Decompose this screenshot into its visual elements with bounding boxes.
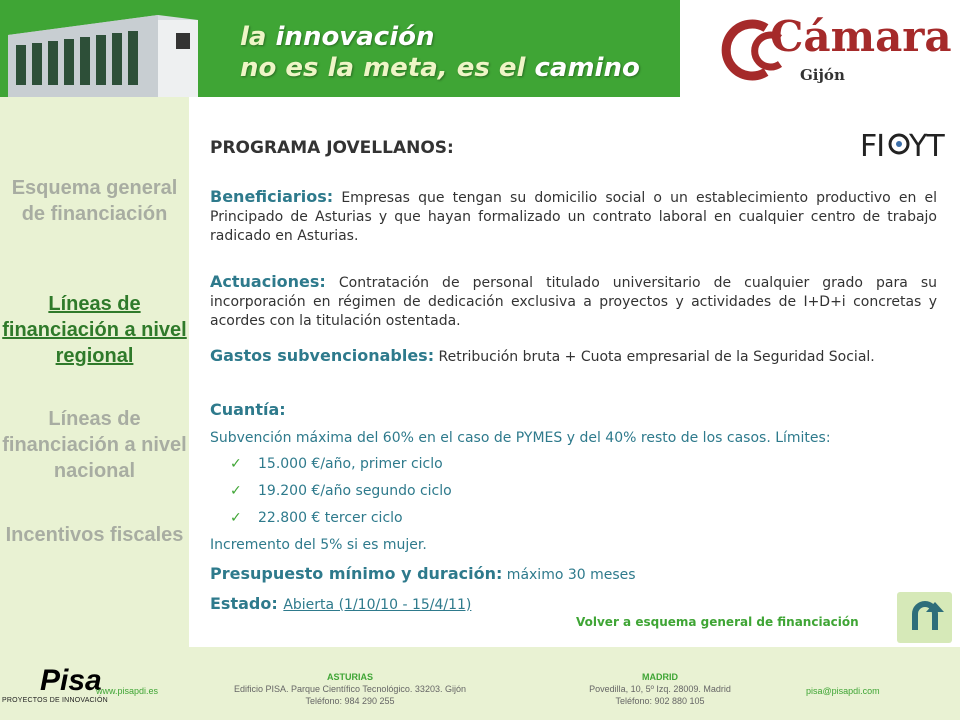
footer-asturias-title: ASTURIAS — [326, 672, 373, 682]
footer-asturias — [200, 671, 500, 707]
return-arrow-icon — [897, 592, 952, 643]
presupuesto-line — [210, 564, 636, 583]
pisa-logo-wordmark: Pisa — [40, 664, 102, 697]
presupuesto-text: máximo 30 meses — [502, 567, 636, 583]
back-to-esquema-link[interactable]: Volver a esquema general de financiación — [576, 615, 859, 629]
slogan-line1-a: la — [240, 22, 276, 52]
sidebar-item-regional[interactable]: Líneas de financiación a nivel regional — [2, 293, 187, 367]
sidebar-item-esquema[interactable]: Esquema general de financiación — [11, 177, 178, 225]
footer-madrid-address: Povedilla, 10, 5º Izq. 28009. Madrid — [589, 684, 731, 694]
footer-web-link[interactable]: www.pisapdi.es — [96, 686, 159, 696]
actuaciones-text: Contratación de personal titulado universitario de cualquier grado para su incorporación en régimen de dedicación exclusiva a proyectos y actividades de I+D+i concretas y acordes con la titulación ostentada. — [210, 275, 937, 329]
gastos-text: Retribución bruta + Cuota empresarial de la Seguridad Social. — [434, 349, 875, 365]
camara-city: Gijón — [800, 66, 845, 84]
actuaciones-label: Actuaciones: — [210, 272, 326, 291]
check-icon: ✓ — [230, 510, 242, 526]
footer-madrid-title: MADRID — [642, 672, 678, 682]
svg-text:FI: FI — [860, 129, 885, 164]
presupuesto-label: Presupuesto mínimo y duración: — [210, 564, 503, 583]
estado-line — [210, 594, 471, 613]
subvencion-text: Subvención máxima del 60% en el caso de PYMES y del 40% resto de los casos. Límites: — [210, 430, 831, 446]
footer-asturias-phone: Teléfono: 984 290 255 — [305, 696, 395, 706]
gastos-paragraph — [210, 346, 937, 367]
gastos-label: Gastos subvencionables: — [210, 346, 435, 365]
ficyt-logo-icon — [858, 124, 944, 164]
actuaciones-paragraph — [210, 272, 937, 331]
check-icon: ✓ — [230, 456, 242, 472]
pisa-logo-subtitle: PROYECTOS DE INNOVACIÓN — [2, 697, 108, 704]
cuantia-label: Cuantía: — [210, 400, 286, 419]
slogan-line1-b: innovación — [275, 22, 435, 52]
camara-wordmark: Cámara — [770, 12, 952, 61]
bullet-text: 15.000 €/año, primer ciclo — [258, 456, 443, 472]
slogan — [240, 22, 640, 84]
footer-madrid — [560, 671, 760, 707]
sidebar-item-incentivos[interactable]: Incentivos fiscales — [5, 524, 184, 546]
beneficiarios-label: Beneficiarios: — [210, 187, 334, 206]
estado-link[interactable]: Abierta (1/10/10 - 15/4/11) — [283, 597, 472, 613]
slogan-line2-a: no es la meta, es el — [240, 53, 535, 83]
list-item — [230, 456, 443, 472]
page-title: PROGRAMA JOVELLANOS: — [210, 138, 454, 158]
page-header — [0, 0, 960, 97]
sidebar-item-nacional[interactable]: Líneas de financiación a nivel nacional — [2, 408, 187, 482]
svg-text:YT: YT — [909, 129, 944, 164]
bullet-text: 22.800 € tercer ciclo — [258, 510, 403, 526]
back-button[interactable] — [897, 592, 952, 643]
beneficiarios-paragraph — [210, 187, 937, 246]
beneficiarios-text: Empresas que tengan su domicilio social o un establecimiento productivo en el Principado de Asturias y que hayan formalizado un contrato laboral en cualquier centro de trabajo radicado en Asturias. — [210, 190, 937, 244]
check-icon: ✓ — [230, 483, 242, 499]
slogan-line2-b: camino — [534, 53, 640, 83]
list-item — [230, 483, 452, 499]
header-banner — [0, 0, 680, 97]
list-item — [230, 510, 403, 526]
estado-label: Estado: — [210, 594, 278, 613]
bullet-text: 19.200 €/año segundo ciclo — [258, 483, 452, 499]
footer-email-link[interactable]: pisa@pisapdi.com — [806, 686, 880, 696]
incremento-text: Incremento del 5% si es mujer. — [210, 537, 427, 553]
footer-madrid-phone: Teléfono: 902 880 105 — [615, 696, 705, 706]
sidebar-nav — [0, 97, 189, 647]
building-image — [8, 15, 198, 97]
footer-asturias-address: Edificio PISA. Parque Científico Tecnológico. 33203. Gijón — [234, 684, 466, 694]
